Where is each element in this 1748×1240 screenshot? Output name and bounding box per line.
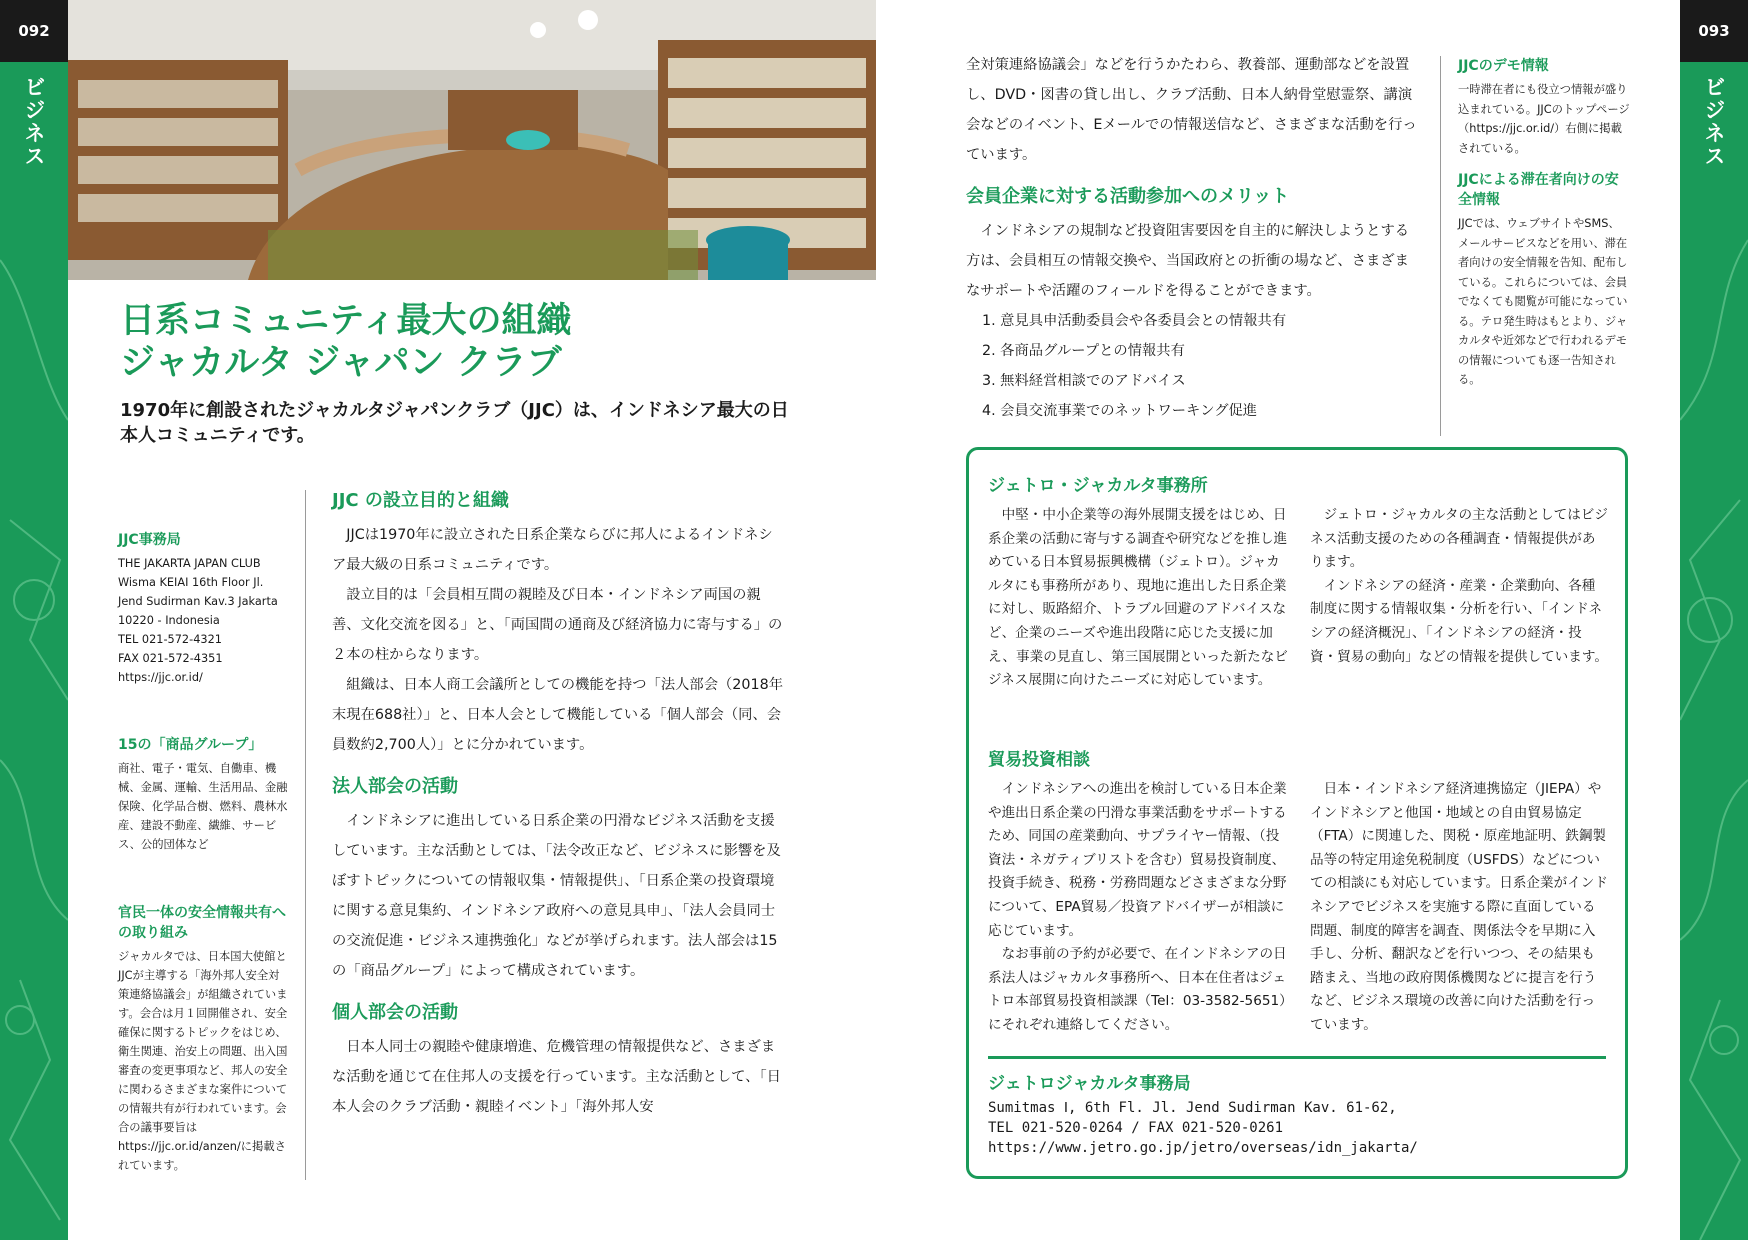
list-item: 3. 無料経営相談でのアドバイス (982, 373, 1186, 389)
page-number: 093 (1680, 0, 1748, 62)
safety-info-text: ジャカルタでは、日本国大使館とJJCが主導する「海外邦人安全対策連絡協議会」が組織されています。会合は月１回開催され、安全確保に関するトピックをはじめ、衛生関連、治安上の問題、出入国審査の変更事項など、邦人の安全に関わるさまざまな案件についての情報共有が行われています。会合の議事要旨はhttps://jjc.or.id/anzen/に掲載されています。 (118, 950, 288, 1172)
office-link[interactable]: https://jjc.or.id/ (118, 671, 203, 684)
section-tab: ビジネス (1702, 76, 1726, 168)
map-pattern-icon (0, 0, 68, 1240)
product-groups-text: 商社、電子・電気、自働車、機械、金属、運輸、生活用品、金融保険、化学品合樹、燃料、農林水産、建設不動産、繊維、サービス、公的団体など (118, 762, 288, 851)
paragraph: インドネシアの経済・産業・企業動向、各種制度に関する情報収集・分析を行い、「インドネシアの経済概況」、「インドネシアの経済・投資・貿易の動向」などの情報を提供しています。 (1310, 577, 1608, 665)
jetro-address-block (988, 1074, 1608, 1158)
office-line: FAX 021-572-4351 (118, 652, 223, 665)
paragraph: ジェトロ・ジャカルタの主な活動としてはビジネス活動支援のための各種調査・情報提供があります。 (1310, 507, 1608, 571)
safety-info-block (118, 903, 290, 1175)
paragraph: インドネシアへの進出を検討している日本企業や進出日系企業の円滑な事業活動をサポートするため、同国の産業動向、サプライヤー情報、（投資法・ネガティブリストを含む）貿易投資制度、投資手続き、税務・労務問題などさまざまな分野について、EPA貿易／投資アドバイザーが相談に応じています。 (988, 781, 1287, 939)
section-title-corporate: 法人部会の活動 (332, 776, 458, 797)
section-tab: ビジネス (22, 76, 46, 168)
section-title-merit: 会員企業に対する活動参加へのメリット (966, 186, 1290, 207)
list-item: 4. 会員交流事業でのネットワーキング促進 (982, 403, 1258, 419)
paragraph: JJCは1970年に設立された日系企業ならびに邦人によるインドネシア最大級の日系コミュニティです。 (332, 527, 773, 573)
paragraph-continued: 全対策連絡協議会」などを行うかたわら、教養部、運動部などを設置し、DVD・図書の貸し出し、クラブ活動、日本人納骨堂慰霊祭、講演会などのイベント、Eメールでの情報送信など、さまざまな活動を行っています。 (966, 57, 1417, 163)
column-divider (305, 490, 306, 1180)
jetro-address-title: ジェトロジャカルタ事務局 (988, 1074, 1191, 1094)
office-line: Wisma KEIAI 16th Floor Jl. (118, 576, 264, 589)
section-title-individual: 個人部会の活動 (332, 1002, 458, 1023)
jetro-office-title: ジェトロ・ジャカルタ事務所 (988, 476, 1208, 496)
paragraph: インドネシアの規制など投資阻害要因を自主的に解決しようとする方は、会員相互の情報交換や、当国政府との折衝の場など、さまざまなサポートや活躍のフィールドを得ることができます。 (966, 223, 1410, 299)
map-pattern-icon (1680, 0, 1748, 1240)
jetro-office-left (988, 474, 1288, 693)
headline (120, 300, 572, 384)
list-item: 2. 各商品グループとの情報共有 (982, 343, 1185, 359)
paragraph: 中堅・中小企業等の海外展開支援をはじめ、日系企業の活動に寄与する調査や研究などを推し進めている日本貿易振興機構（ジェトロ）。ジャカルタにも事務所があり、現地に進出した日系企業に対し、販路紹介、トラブル回避のアドバイスなど、企業のニーズや進出段階に応じた支援に加え、事業の見直し、第三国展開といった新たなビジネス展開に向けたニーズに対応しています。 (988, 507, 1288, 689)
safety-alert-block (1458, 170, 1630, 390)
office-line: TEL 021-572-4321 (118, 633, 222, 646)
product-groups-block (118, 735, 290, 854)
section-title-purpose: JJC の設立目的と組織 (332, 490, 509, 511)
office-line: 10220 - Indonesia (118, 614, 220, 627)
office-line: Jend Sudirman Kav.3 Jakarta (118, 595, 278, 608)
column-divider (1440, 56, 1441, 436)
right-side-band (1680, 0, 1748, 1240)
consult-left (988, 748, 1288, 1038)
page-number: 092 (0, 0, 68, 62)
paragraph: インドネシアに進出している日系企業の円滑なビジネス活動を支援しています。主な活動としては、「法令改正など、ビジネスに影響を及ぼすトピックについての情報収集・情報提供」、「日系企業の投資環境に関する意見集約、インドネシア政府への意見具申」、「法人会員同士の交流促進・ビジネス連携強化」などが挙げられます。法人部会は15の「商品グループ」によって構成されています。 (332, 813, 781, 979)
merit-list (966, 306, 1418, 426)
library-photo (68, 0, 876, 280)
main-column-right (966, 50, 1418, 426)
left-side-band (0, 0, 68, 1240)
consult-title: 貿易投資相談 (988, 750, 1090, 770)
library-image-icon (68, 0, 876, 280)
address-line: Sumitmas Ⅰ, 6th Fl. Jl. Jend Sudirman Kav. 61-62, (988, 1100, 1397, 1116)
paragraph: なお事前の予約が必要で、在インドネシアの日系法人はジャカルタ事務所へ、日本在住者はジェトロ本部貿易投資相談課（Tel：03-3582-5651）にそれぞれ連絡してください。 (988, 946, 1287, 1033)
product-groups-title: 15の「商品グループ」 (118, 737, 263, 753)
safety-alert-title: JJCによる滞在者向けの安全情報 (1458, 172, 1619, 208)
office-line: THE JAKARTA JAPAN CLUB (118, 557, 261, 570)
paragraph: 日本人同士の親睦や健康増進、危機管理の情報提供など、さまざまな活動を通じて在住邦人の支援を行っています。主な活動として、「日本人会のクラブ活動・親睦イベント」「海外邦人安 (332, 1039, 781, 1115)
main-column-left (332, 488, 784, 1122)
jjc-office-block (118, 530, 290, 687)
consult-right (1310, 778, 1608, 1038)
headline-line1: 日系コミュニティ最大の組織 (120, 301, 572, 341)
box-divider (988, 1056, 1606, 1059)
paragraph: 日本・インドネシア経済連携協定（JIEPA）やインドネシアと他国・地域との自由貿易協定（FTA）に関連した、関税・原産地証明、鉄鋼製品等の特定用途免税制度（USFDS）などについての相談にも対応しています。日系企業がインドネシアでビジネスを実施する際に直面している問題、制度的障害を調査、関係法令を早期に入手し、分析、翻訳などを行いつつ、その結果も踏まえ、当地の政府関係機関などに提言を行うなど、ビジネス環境の改善に向けた活動を行っています。 (1310, 781, 1608, 1033)
jetro-office-right (1310, 504, 1608, 669)
paragraph: 設立目的は「会員相互間の親睦及び日本・インドネシア両国の親善、文化交流を図る」と、「両国間の通商及び経済協力に寄与する」の２本の柱からなります。 (332, 587, 783, 663)
headline-line2: ジャカルタ ジャパン クラブ (120, 343, 562, 383)
demo-info-title: JJCのデモ情報 (1458, 58, 1549, 74)
demo-info-text: 一時滞在者にも役立つ情報が盛り込まれている。JJCのトップページ（https://jjc.or.id/）右側に掲載されている。 (1458, 83, 1630, 155)
safety-alert-text: JJCでは、ウェブサイトやSMS、メールサービスなどを用い、滞在者向けの安全情報を告知、配布している。これらについては、会員でなくても閲覧が可能になっている。テロ発生時はもとより、ジャカルタや近郊などで行われるデモの情報についても逐一告知される。 (1458, 217, 1628, 386)
safety-info-title: 官民一体の安全情報共有への取り組み (118, 905, 286, 941)
jjc-office-title: JJC事務局 (118, 532, 181, 548)
demo-info-block (1458, 56, 1630, 158)
paragraph: 組織は、日本人商工会議所としての機能を持つ「法人部会（2018年末現在688社）」と、日本人会として機能している「個人部会（同、会員数約2,700人）」とに分かれています。 (332, 677, 783, 753)
website-link[interactable]: https://www.jetro.go.jp/jetro/overseas/idn_jakarta/ (988, 1140, 1418, 1156)
lead-text: 1970年に創設されたジャカルタジャパンクラブ（JJC）は、インドネシア最大の日本人コミュニティです。 (120, 400, 789, 446)
list-item: 1. 意見具申活動委員会や各委員会との情報共有 (982, 313, 1287, 329)
phone-line: TEL 021-520-0264 / FAX 021-520-0261 (988, 1120, 1284, 1136)
